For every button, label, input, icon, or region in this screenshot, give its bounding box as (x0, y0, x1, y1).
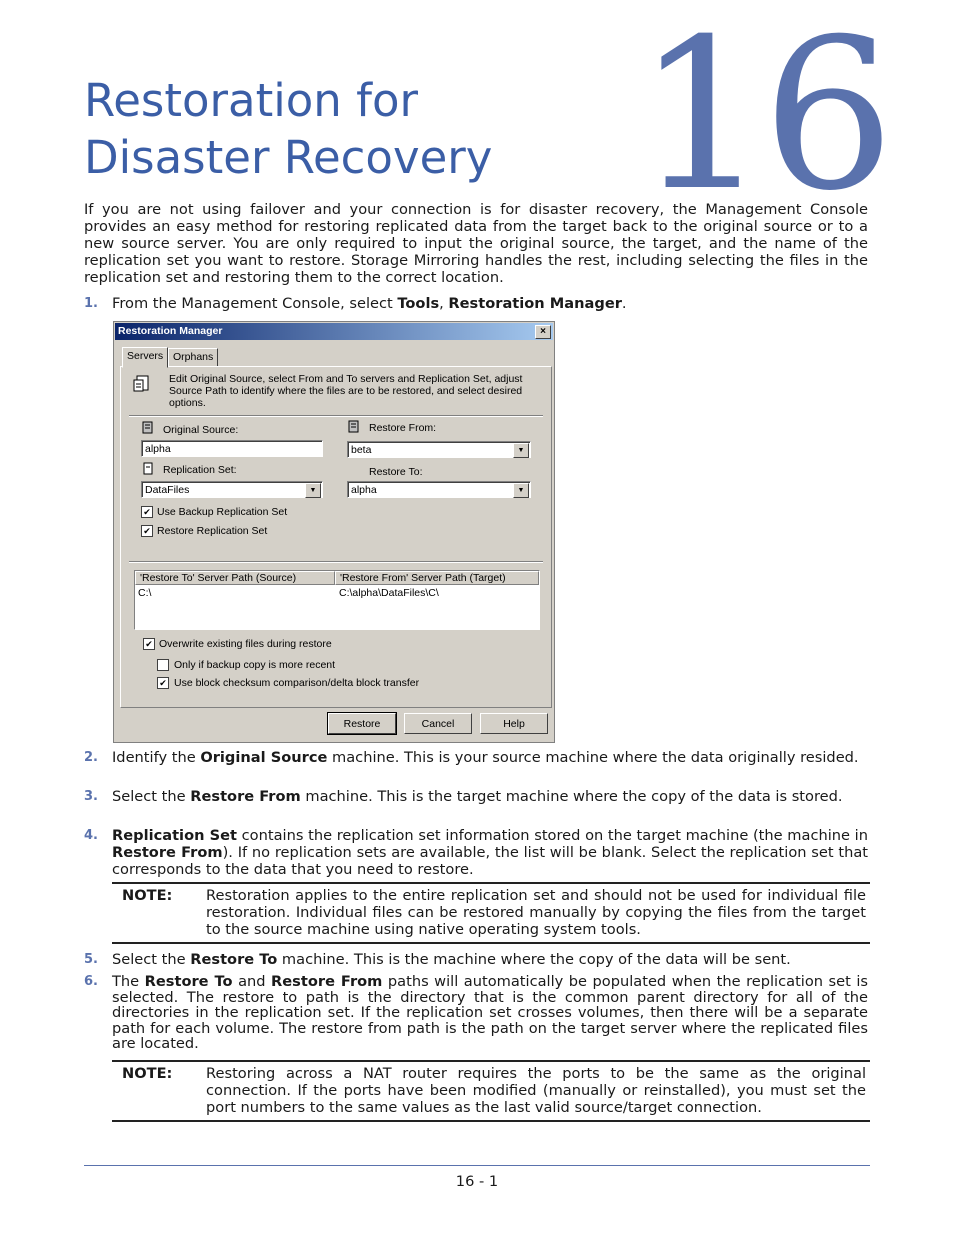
step-3 (84, 788, 868, 805)
chapter-title-line2: Disaster Recovery (84, 131, 493, 184)
restore-from-label: Restore From: (369, 422, 437, 434)
step-text: paths will automatically be populated when the replication set is selected. The restore to path is the directory that is the common parent directory for all of the directories in the replication set. If the replication set crosses volumes, then there will be a separate path for each volume. The restore from path is the path on the target server where the replicated files are located. (112, 973, 869, 1052)
divider (129, 415, 543, 417)
restore-button[interactable]: Restore (328, 713, 396, 734)
step-text: From the Management Console, select (112, 295, 398, 312)
step-bold: Restore From (112, 844, 223, 861)
step-number: 4. (84, 828, 98, 843)
restore-paths-list[interactable] (134, 570, 540, 630)
step-bold: Restoration Manager (448, 295, 622, 312)
step-bold: Original Source (200, 749, 328, 766)
note-box (112, 882, 870, 944)
restore-to-select[interactable] (347, 481, 531, 498)
restore-from-value: beta (351, 444, 372, 456)
step-2 (84, 749, 868, 766)
note-text: Restoring across a NAT router requires the ports to be the same as the original connection. If the ports have been modified (manually or reinstalled), you must set the port numbers to the same values as the last valid source/target connection. (206, 1065, 866, 1116)
note-box (112, 1060, 870, 1122)
column-header-source[interactable]: 'Restore To' Server Path (Source) (135, 571, 335, 585)
overwrite-checkbox[interactable]: ✔ (143, 638, 155, 650)
step-number: 6. (84, 974, 98, 989)
server-icon (141, 421, 154, 434)
restore-replication-set-checkbox[interactable]: ✔ (141, 525, 153, 537)
instruction-line: options. (169, 397, 206, 409)
note-label: NOTE: (122, 887, 173, 904)
step-bold: Tools (397, 295, 440, 312)
help-button[interactable]: Help (480, 713, 548, 734)
original-source-input[interactable]: alpha (141, 440, 323, 457)
original-source-label: Original Source: (163, 424, 239, 436)
row-source-path[interactable]: C:\ (138, 587, 152, 599)
restore-from-select[interactable] (347, 441, 531, 458)
step-text: machine. This is the machine where the copy of the data will be sent. (277, 951, 791, 968)
servers-panel (120, 366, 552, 708)
divider (129, 561, 543, 563)
instruction-line: Edit Original Source, select From and To servers and Replication Set, adjust (169, 373, 523, 385)
note-label: NOTE: (122, 1065, 173, 1082)
step-text: . (621, 295, 627, 312)
step-number: 1. (84, 296, 98, 311)
only-if-newer-checkbox[interactable] (157, 659, 169, 671)
overwrite-label: Overwrite existing files during restore (159, 638, 332, 650)
chevron-down-icon[interactable]: ▼ (513, 483, 529, 498)
column-header-target[interactable]: 'Restore From' Server Path (Target) (335, 571, 539, 585)
step-number: 3. (84, 789, 98, 804)
cancel-button[interactable]: Cancel (404, 713, 472, 734)
block-checksum-checkbox[interactable]: ✔ (157, 677, 169, 689)
only-if-newer-label: Only if backup copy is more recent (174, 659, 336, 671)
replication-set-label: Replication Set: (163, 464, 237, 476)
document-icon (133, 375, 151, 393)
page-number: 16 - 1 (455, 1173, 499, 1190)
step-bold: Restore From (190, 788, 301, 805)
chapter-title (84, 72, 644, 186)
note-text: Restoration applies to the entire replication set and should not be used for individual file restoration. Individual files can be restored manually by copying the files from the target to the source machine using native operating system tools. (206, 887, 866, 938)
step-4 (84, 827, 868, 878)
step-text: machine. This is the target machine where the copy of the data is stored. (300, 788, 843, 805)
step-text: machine. This is your source machine where the data originally resided. (327, 749, 859, 766)
chevron-down-icon[interactable]: ▼ (513, 443, 529, 458)
restoration-manager-dialog (113, 321, 555, 743)
step-bold: Restore To (190, 951, 278, 968)
tab-servers[interactable]: Servers (122, 347, 168, 368)
instructions-text (169, 373, 522, 409)
restore-replication-set-label: Restore Replication Set (157, 525, 268, 537)
step-text: and (232, 973, 272, 990)
replication-set-value: DataFiles (145, 484, 190, 496)
step-text: , (439, 295, 449, 312)
step-bold: Restore To (144, 973, 233, 990)
server-icon (347, 420, 360, 433)
row-target-path[interactable]: C:\alpha\DataFiles\C\ (339, 587, 439, 599)
step-5 (84, 951, 868, 968)
dialog-titlebar (115, 323, 553, 340)
step-number: 2. (84, 750, 98, 765)
use-backup-label: Use Backup Replication Set (157, 506, 288, 518)
step-bold: Replication Set (112, 827, 237, 844)
chevron-down-icon[interactable]: ▼ (305, 483, 321, 498)
instruction-line: Source Path to identify where the files are to be restored, and select desired (169, 385, 523, 397)
restore-to-label: Restore To: (369, 466, 423, 478)
use-backup-checkbox[interactable]: ✔ (141, 506, 153, 518)
step-text: Select the (112, 951, 191, 968)
replication-set-select[interactable] (141, 481, 323, 498)
chapter-number: 16 (636, 0, 889, 237)
close-icon[interactable]: × (535, 325, 551, 339)
step-bold: Restore From (271, 973, 383, 990)
intro-paragraph: If you are not using failover and your connection is for disaster recovery, the Management Console provides an easy method for restoring replicated data from the target back to the original source or to a new source server. You are only required to input the original source, the target, and the name of the replication set you want to restore. Storage Mirroring handles the rest, including selecting the files in the replication set and restoring them to the correct location. (84, 201, 868, 286)
tab-orphans[interactable]: Orphans (168, 348, 218, 367)
step-text: contains the replication set information stored on the target machine (the machine in (236, 827, 868, 844)
step-1 (84, 295, 868, 312)
step-number: 5. (84, 952, 98, 967)
step-text: Select the (112, 788, 191, 805)
step-text: ). If no replication sets are available, the list will be blank. Select the replication set that corresponds to the data that you need to restore. (112, 844, 868, 878)
replication-set-icon (141, 462, 154, 475)
chapter-title-line1: Restoration for (84, 74, 419, 127)
step-text: The (112, 973, 145, 990)
restore-to-value: alpha (351, 484, 377, 496)
block-checksum-label: Use block checksum comparison/delta block transfer (174, 677, 420, 689)
step-text: Identify the (112, 749, 201, 766)
dialog-title: Restoration Manager (118, 325, 223, 337)
footer-rule (84, 1165, 870, 1166)
step-6 (84, 974, 868, 1052)
